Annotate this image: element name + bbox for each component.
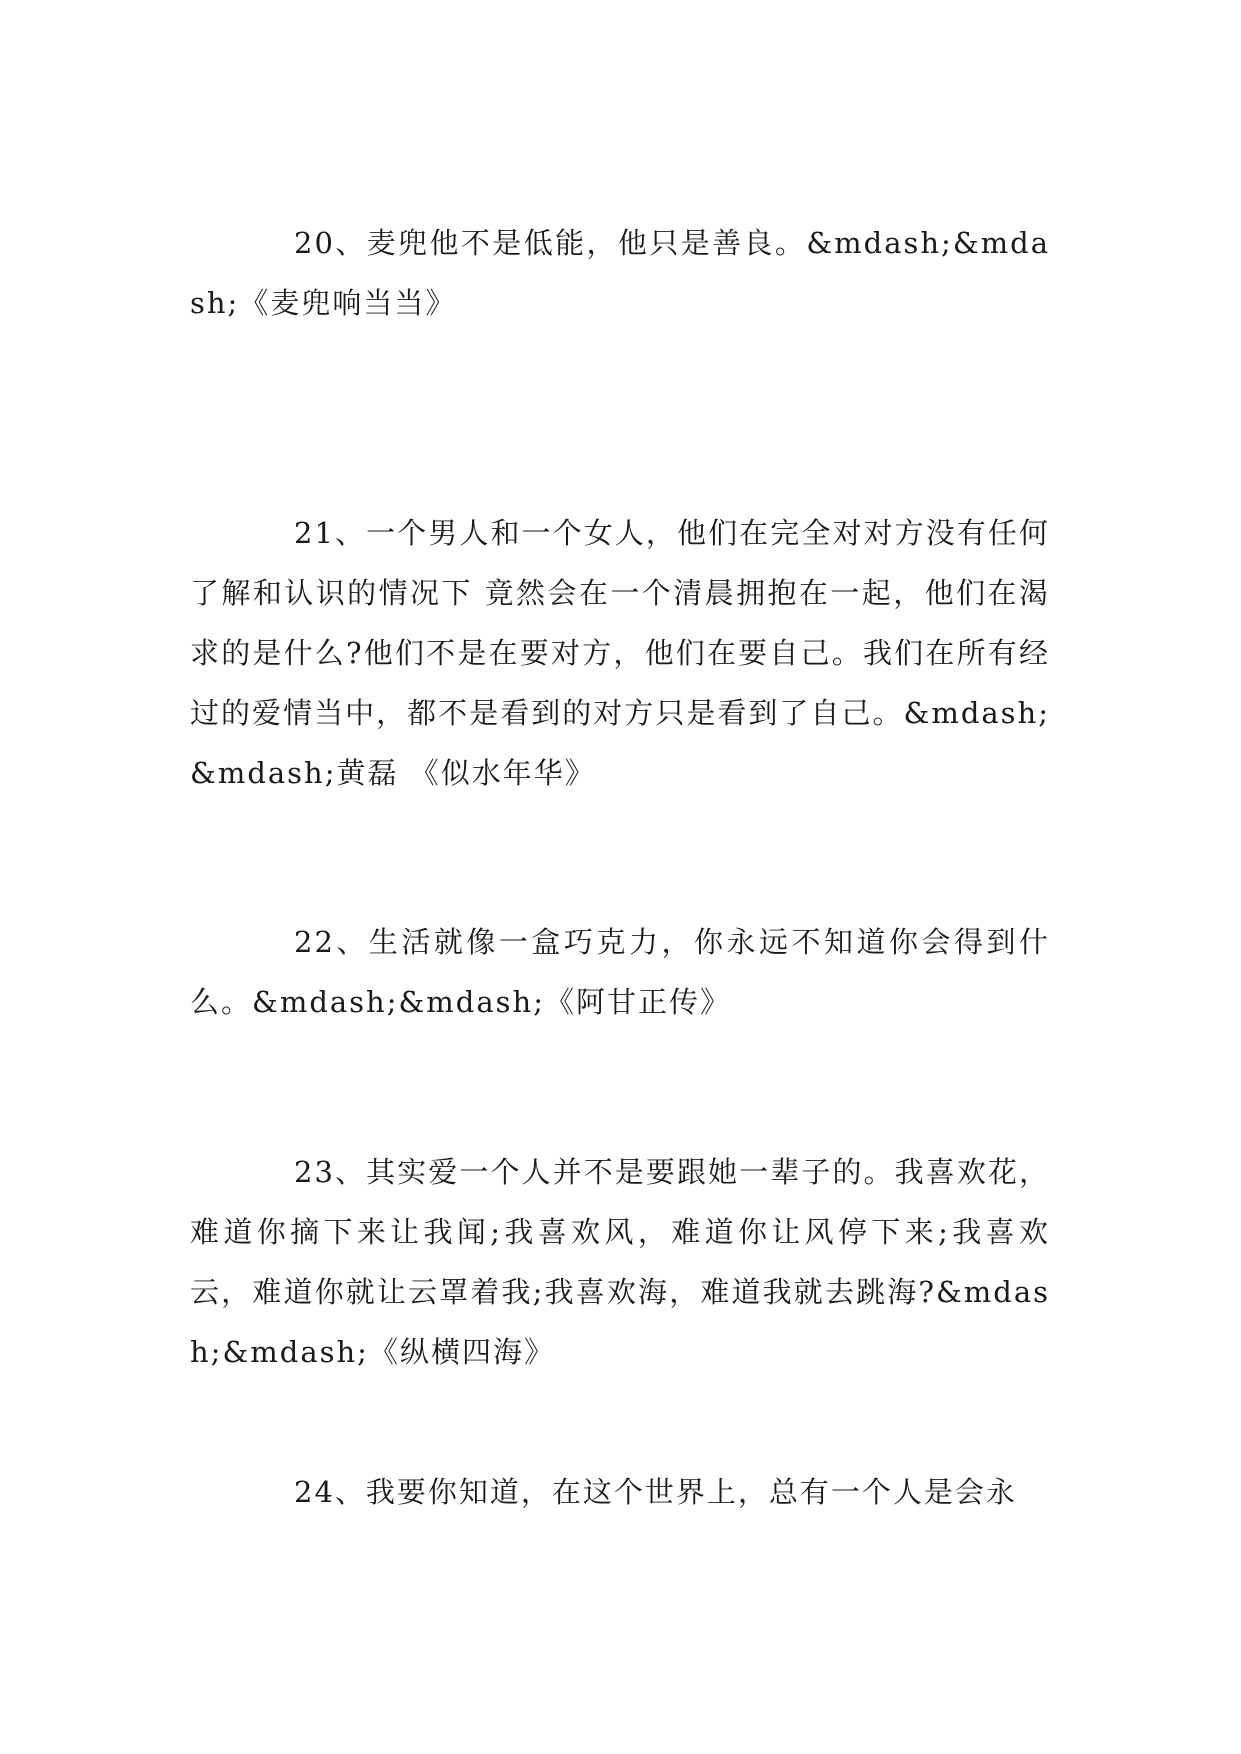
quote-paragraph-23: 23、其实爱一个人并不是要跟她一辈子的。我喜欢花，难道你摘下来让我闻;我喜欢风，难道你让风停下来;我喜欢云，难道你就让云罩着我;我喜欢海，难道我就去跳海?&mdash;&mdash;《纵横四海》 — [190, 1155, 1050, 1369]
quote-paragraph-24: 24、我要你知道，在这个世界上，总有一个人是会永 — [294, 1475, 1017, 1509]
quote-paragraph-22: 22、生活就像一盒巧克力，你永远不知道你会得到什么。&mdash;&mdash;《阿甘正传》 — [190, 925, 1050, 1019]
quote-paragraph-20: 20、麦兜他不是低能，他只是善良。&mdash;&mdash;《麦兜响当当》 — [190, 226, 1050, 320]
quote-paragraph-21: 21、一个男人和一个女人，他们在完全对对方没有任何了解和认识的情况下 竟然会在一个清晨拥抱在一起，他们在渴求的是什么?他们不是在要对方，他们在要自己。我们在所有经过的爱情当中，都不是看到的对方只是看到了自己。&mdash;&mdash;黄磊 《似水年华》 — [190, 516, 1050, 790]
